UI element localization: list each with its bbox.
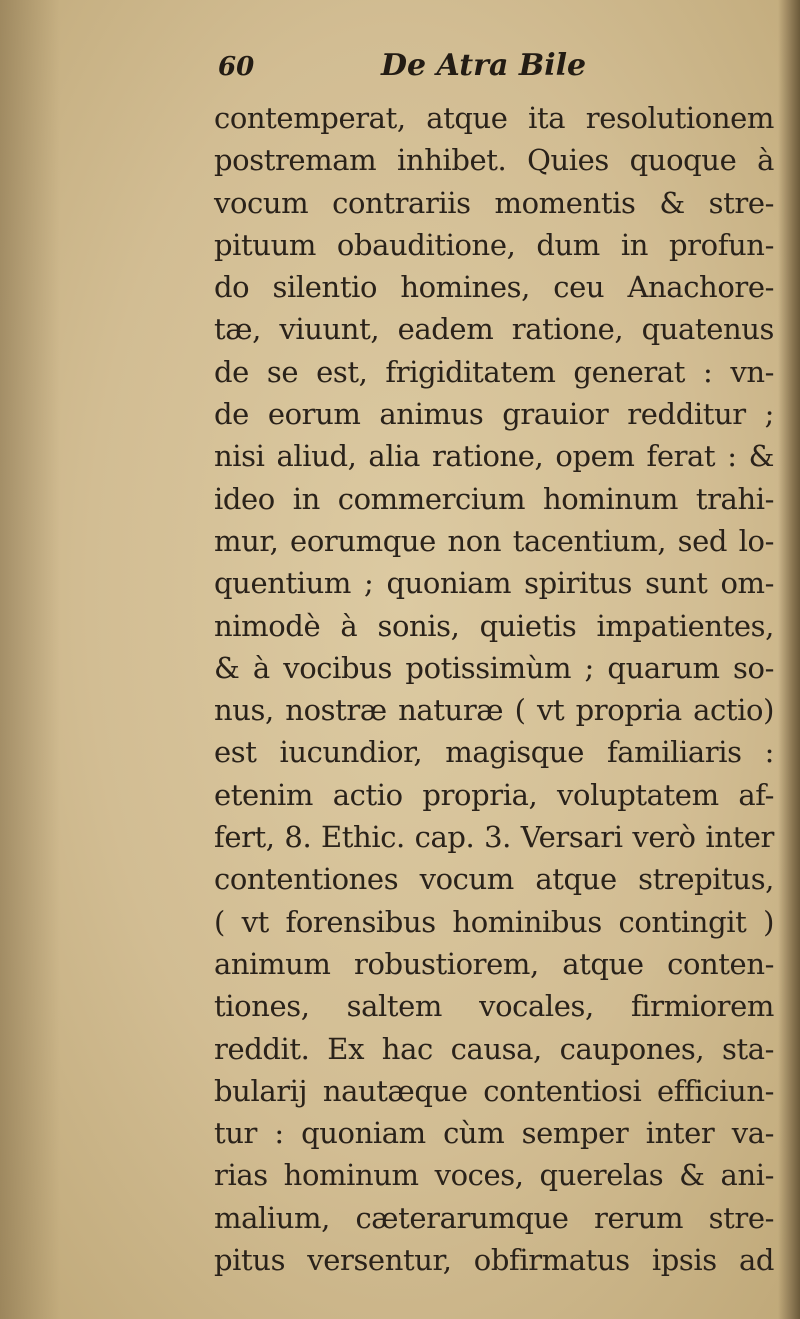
text-line: pitus versentur, obfirmatus ipsis ad — [214, 1243, 774, 1278]
text-line: mur, eorumque non tacentium, sed lo- — [214, 523, 774, 558]
text-line: nus, nostræ naturæ ( vt propria actio) — [214, 693, 774, 728]
text-line: bularij nautæque contentiosi efficiun- — [214, 1073, 774, 1108]
page-header — [218, 46, 778, 96]
text-line: do silentio homines, ceu Anachore- — [214, 270, 774, 305]
text-line: tiones, saltem vocales, firmiorem — [214, 989, 774, 1024]
page-number: 60 — [218, 52, 255, 82]
text-line: ideo in commercium hominum trahi- — [214, 481, 774, 516]
text-line: contemperat, atque ita resolutionem — [214, 101, 774, 135]
running-title: De Atra Bile — [381, 48, 587, 83]
text-line: fert, 8. Ethic. cap. 3. Versari verò inter — [214, 820, 774, 855]
text-line: nimodè à sonis, quietis impatientes, — [214, 608, 774, 643]
text-line: contentiones vocum atque strepitus, — [214, 862, 774, 897]
text-line: animum robustiorem, atque conten- — [214, 946, 774, 981]
text-line: nisi aliud, alia ratione, opem ferat : & — [214, 439, 774, 474]
text-line: quentium ; quoniam spiritus sunt om- — [214, 566, 774, 601]
text-line: de eorum animus grauior redditur ; — [214, 397, 774, 432]
text-line: etenim actio propria, voluptatem af- — [214, 777, 774, 812]
text-line: pituum obauditione, dum in profun- — [214, 227, 774, 262]
text-line: postremam inhibet. Quies quoque à — [214, 143, 774, 178]
text-line: vocum contrariis momentis & stre- — [214, 185, 774, 220]
text-line: de se est, frigiditatem generat : vn- — [214, 354, 774, 389]
text-line: reddit. Ex hac causa, caupones, sta- — [214, 1031, 774, 1066]
text-line: est iucundior, magisque familiaris : — [214, 735, 774, 770]
text-line: tæ, viuunt, eadem ratione, quatenus — [214, 312, 774, 347]
text-line: malium, cæterarumque rerum stre- — [214, 1200, 774, 1235]
text-line: rias hominum voces, querelas & ani- — [214, 1158, 774, 1193]
text-line: ( vt forensibus hominibus contingit ) — [214, 904, 774, 939]
text-line: tur : quoniam cùm semper inter va- — [214, 1116, 774, 1151]
body-text — [214, 97, 774, 1281]
text-line: & à vocibus potissimùm ; quarum so- — [214, 650, 774, 685]
